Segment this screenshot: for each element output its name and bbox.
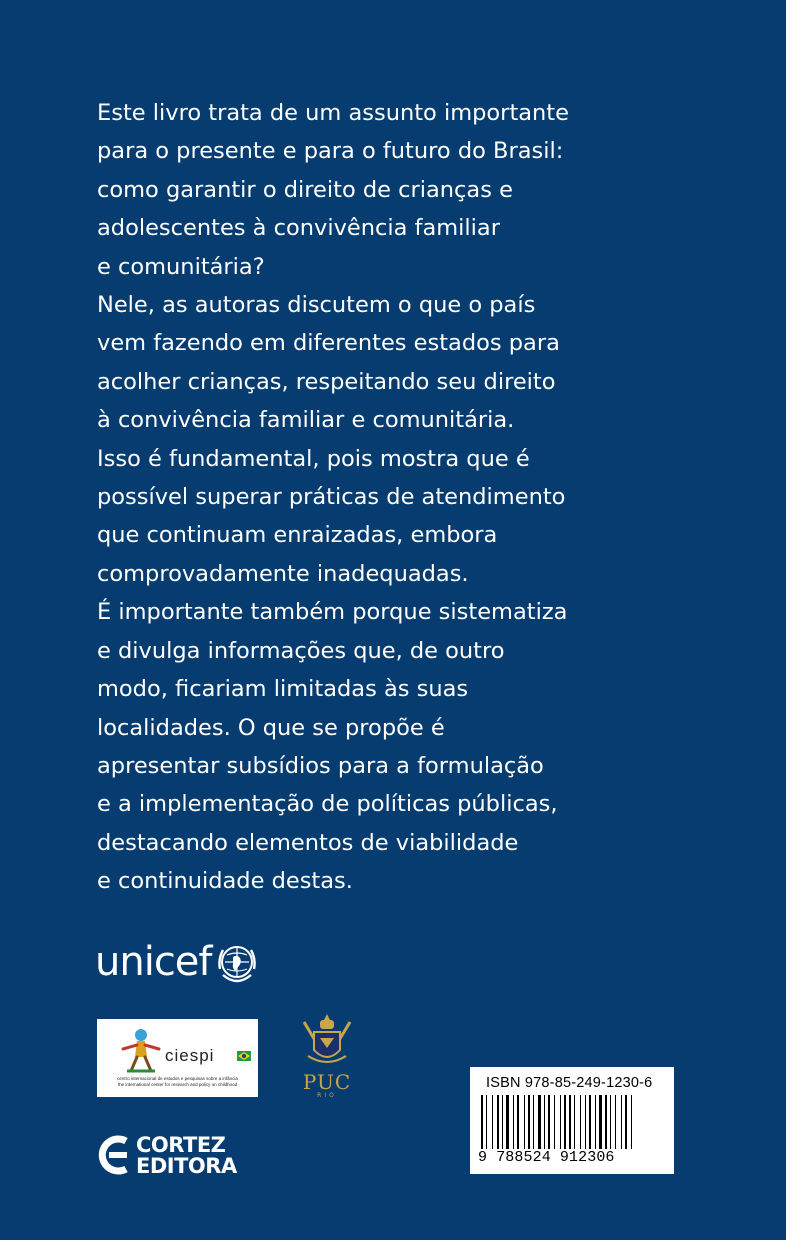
blurb-line: Isso é fundamental, pois mostra que é [97, 445, 530, 472]
puc-sub-wordmark: RIO [317, 1092, 337, 1099]
isbn-digits: 9 788524 912306 [478, 1149, 615, 1166]
blurb-line: e a implementação de políticas públicas, [97, 791, 558, 818]
back-cover-blurb [97, 94, 597, 901]
blurb-line: acolher crianças, respeitando seu direito [97, 368, 556, 395]
blurb-line: que continuam enraizadas, embora [97, 522, 498, 549]
ciespi-child-icon [119, 1027, 163, 1075]
blurb-line: Nele, as autoras discutem o que o país [97, 292, 536, 319]
blurb-line: como garantir o direito de crianças e [97, 176, 513, 203]
cortez-wordmark: CORTEZ [136, 1133, 226, 1157]
blurb-line: e comunitária? [97, 253, 265, 280]
ciespi-tagline-en: the international center for research and policy on childhood [117, 1082, 238, 1087]
cortez-editora-logo [96, 1131, 246, 1179]
ciespi-tagline-pt: centro internacional de estudos e pesquisas sobre a infância [117, 1076, 238, 1081]
blurb-line: e divulga informações que, de outro [97, 637, 505, 664]
unicef-logo [95, 938, 260, 986]
blurb-line: destacando elementos de viabilidade [97, 829, 519, 856]
blurb-line: comprovadamente inadequadas. [97, 560, 469, 587]
puc-rio-logo [294, 1012, 360, 1102]
blurb-line: e continuidade destas. [97, 868, 353, 895]
unicef-emblem-icon [214, 939, 260, 985]
blurb-line: É importante também porque sistematiza [97, 599, 568, 626]
puc-crest-icon [294, 1012, 360, 1070]
editora-wordmark: EDITORA [136, 1154, 237, 1178]
barcode-icon [481, 1095, 665, 1149]
unicef-wordmark: unicef [95, 939, 212, 985]
ciespi-logo [97, 1019, 258, 1097]
ciespi-wordmark: ciespi [165, 1046, 215, 1065]
isbn-label: ISBN 978-85-249-1230-6 [486, 1075, 653, 1091]
blurb-line: à convivência familiar e comunitária. [97, 407, 515, 434]
cortez-c-icon [96, 1131, 136, 1179]
blurb-line: adolescentes à convivência familiar [97, 215, 500, 242]
blurb-line: possível superar práticas de atendimento [97, 484, 566, 511]
puc-wordmark: PUC [302, 1070, 352, 1094]
blurb-line: para o presente e para o futuro do Brasil: [97, 138, 564, 165]
blurb-line: modo, ficariam limitadas às suas [97, 676, 469, 703]
blurb-line: localidades. O que se propõe é [97, 714, 445, 741]
blurb-line: Este livro trata de um assunto importante [97, 100, 569, 126]
brazil-flag-icon [237, 1051, 251, 1061]
blurb-line: apresentar subsídios para a formulação [97, 752, 544, 779]
isbn-barcode-box [470, 1067, 674, 1174]
blurb-line: vem fazendo em diferentes estados para [97, 330, 560, 357]
